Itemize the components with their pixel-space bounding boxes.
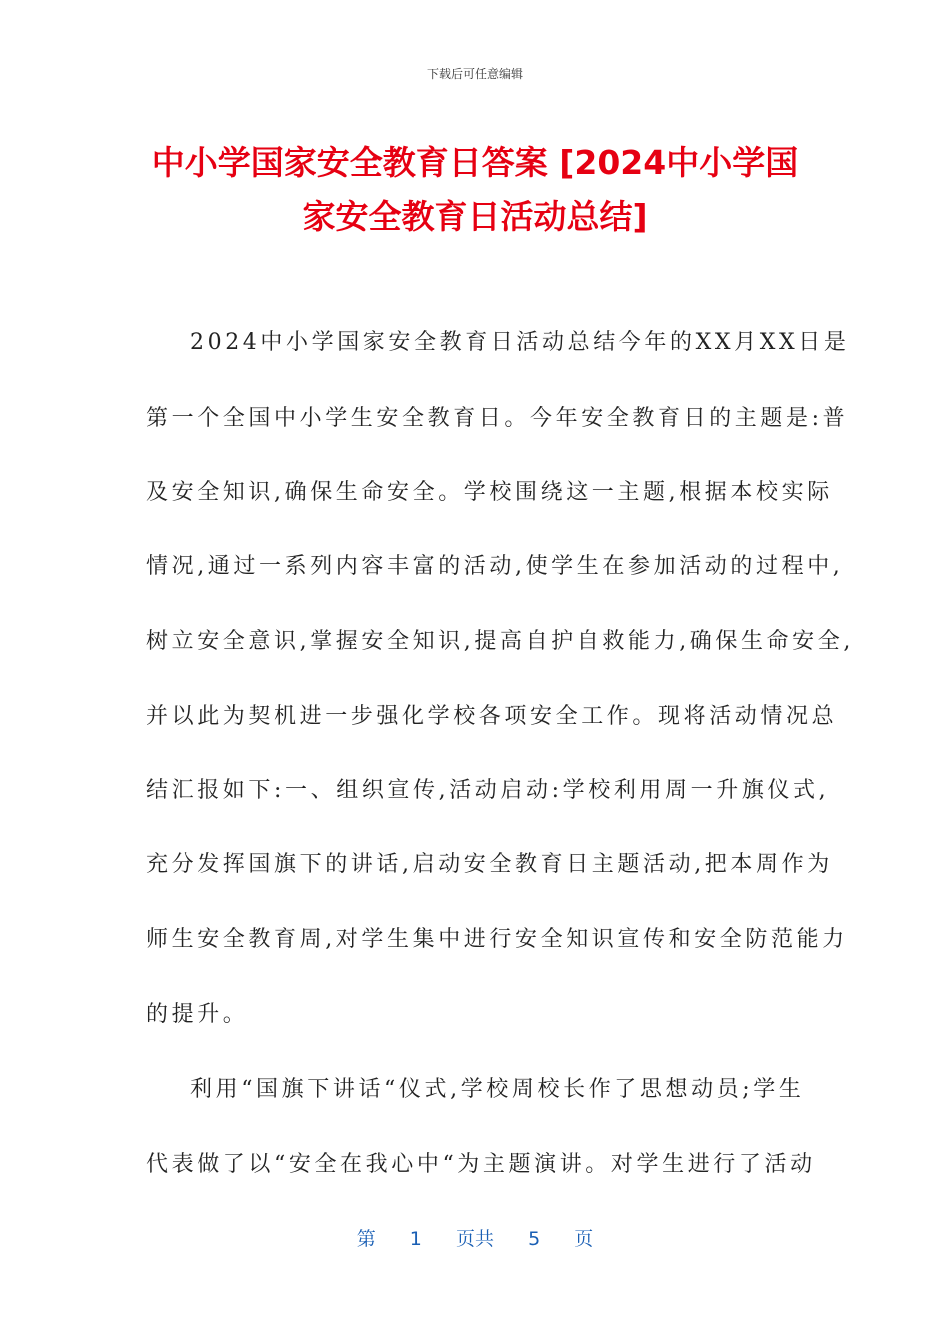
page-of-label: 页共 (455, 1228, 494, 1250)
body-line: 情况,通过一系列内容丰富的活动,使学生在参加活动的过程中, (146, 554, 844, 579)
document-title (110, 136, 840, 244)
body-line: 代表做了以“安全在我心中“为主题演讲。对学生进行了活动 (146, 1152, 816, 1177)
page-number: 1 (409, 1228, 422, 1250)
body-line: 结汇报如下:一、组织宣传,活动启动:学校利用周一升旗仪式, (146, 778, 830, 803)
title-line-1: 中小学国家安全教育日答案 [2024中小学国 (151, 143, 799, 182)
page-footer (0, 1226, 950, 1252)
body-line: 充分发挥国旗下的讲话,启动安全教育日主题活动,把本周作为 (146, 852, 833, 877)
title-line-2: 家安全教育日活动总结] (302, 197, 648, 236)
body-line: 树立安全意识,掌握安全知识,提高自护自救能力,确保生命安全, (146, 629, 854, 654)
body-line: 及安全知识,确保生命安全。学校围绕这一主题,根据本校实际 (146, 480, 833, 505)
header-note: 下载后可任意编辑 (426, 67, 523, 81)
body-line: 2024中小学国家安全教育日活动总结今年的XX月XX日是 (190, 330, 850, 355)
body-line: 师生安全教育周,对学生集中进行安全知识宣传和安全防范能力 (146, 927, 848, 952)
page-suffix: 页 (574, 1228, 594, 1250)
body-line: 利用“国旗下讲话“仪式,学校周校长作了思想动员;学生 (190, 1077, 805, 1102)
body-line: 第一个全国中小学生安全教育日。今年安全教育日的主题是:普 (146, 406, 849, 431)
total-pages: 5 (528, 1228, 541, 1250)
body-line: 的提升。 (146, 1002, 249, 1027)
body-line: 并以此为契机进一步强化学校各项安全工作。现将活动情况总 (146, 704, 838, 729)
page-label: 第 (356, 1228, 376, 1250)
